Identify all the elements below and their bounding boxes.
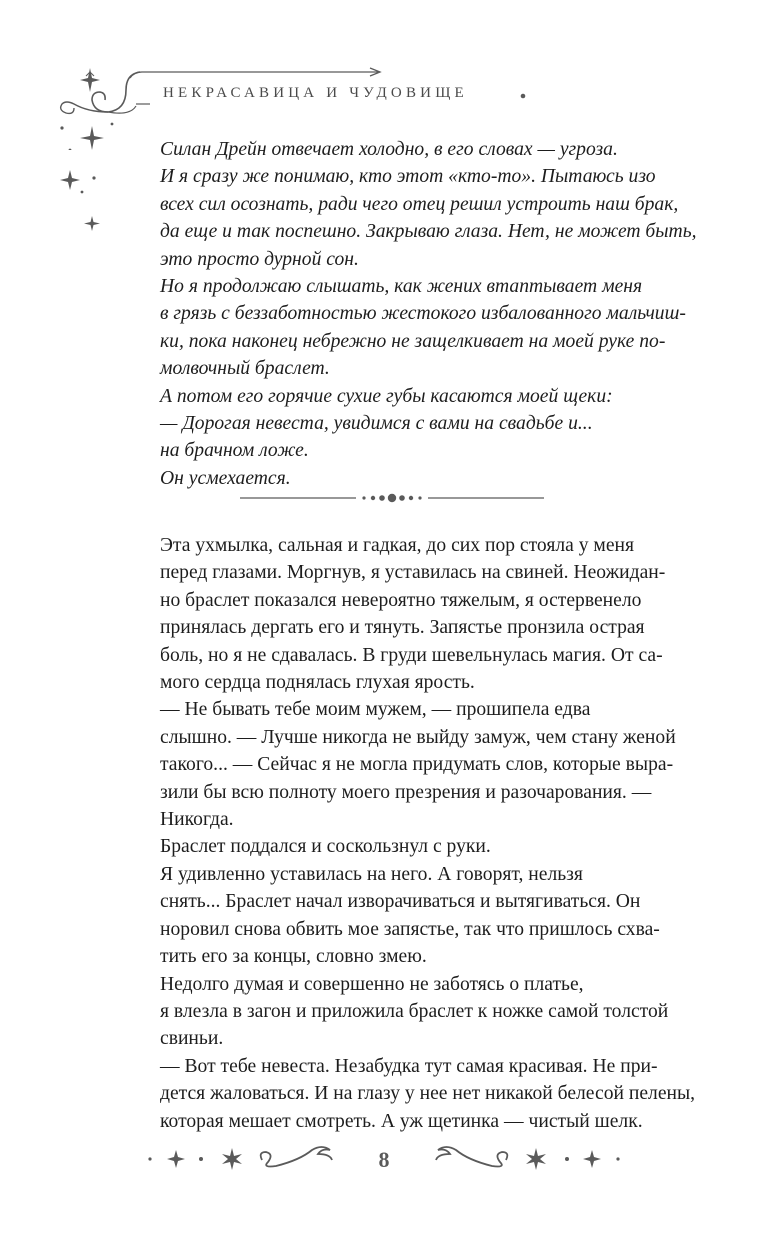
text-line: принялась дергать его и тянуть. Запястье пронзила острая bbox=[160, 617, 645, 639]
italic-line: это просто дурной сон. bbox=[160, 248, 359, 270]
italic-line: на брачном ложе. bbox=[160, 440, 309, 462]
italic-line: И я сразу же понимаю, кто этот «кто-то». Пытаюсь изо bbox=[160, 166, 656, 188]
italic-line: А потом его горячие сухие губы касаются моей щеки: bbox=[160, 385, 613, 407]
page-header bbox=[0, 0, 768, 150]
italic-line: в грязь с беззаботностью жестокого избалованного мальчиш- bbox=[160, 303, 686, 325]
italic-line: да еще и так поспешно. Закрываю глаза. Нет, не может быть, bbox=[160, 221, 697, 243]
text-line: Я удивленно уставилась на него. А говорят, нельзя bbox=[160, 863, 583, 885]
text-line: Эта ухмылка, сальная и гадкая, до сих пор стояла у меня bbox=[160, 535, 635, 556]
italic-passage bbox=[160, 136, 697, 492]
text-line: свиньи. bbox=[160, 1028, 224, 1050]
italic-line: всех сил осознать, ради чего отец решил устроить наш брак, bbox=[160, 193, 679, 215]
text-line: которая мешает смотреть. А уж щетинка — чистый шелк. bbox=[160, 1110, 643, 1132]
text-line: Никогда. bbox=[160, 809, 234, 831]
text-line: слышно. — Лучше никогда не выйду замуж, чем стану женой bbox=[160, 726, 676, 748]
text-line: норовил снова обвить мое запястье, так что пришлось схва- bbox=[160, 918, 660, 940]
text-line: зили бы всю полноту моего презрения и разочарования. — bbox=[160, 781, 652, 803]
italic-line: — Дорогая невеста, увидимся с вами на свадьбе и... bbox=[160, 413, 593, 435]
italic-line: ки, пока наконец небрежно не защелкивает на моей руке по- bbox=[160, 330, 666, 352]
text-line: — Не бывать тебе моим мужем, — прошипела едва bbox=[160, 699, 591, 721]
text-line: такого... — Сейчас я не могла придумать слов, которые выра- bbox=[160, 754, 674, 776]
running-title: НЕКРАСАВИЦА И ЧУДОВИЩЕ bbox=[163, 85, 468, 101]
text-line: Недолго думая и совершенно не заботясь о платье, bbox=[160, 973, 584, 995]
section-divider-icon bbox=[240, 488, 544, 508]
text-line: мого сердца поднялась глухая ярость. bbox=[160, 672, 475, 694]
italic-line: Он усмехается. bbox=[160, 467, 291, 489]
italic-line: Силан Дрейн отвечает холодно, в его словах — угроза. bbox=[160, 139, 618, 160]
italic-line: молвочный браслет. bbox=[160, 358, 330, 380]
text-line: дется жаловаться. И на глазу у нее нет никакой белесой пелены, bbox=[160, 1083, 696, 1105]
text-line: снять... Браслет начал изворачиваться и вытягиваться. Он bbox=[160, 891, 641, 913]
text-line: перед глазами. Моргнув, я уставилась на свиней. Неожидан- bbox=[160, 562, 666, 584]
text-line: боль, но я не сдавалась. В груди шевельнулась магия. От са- bbox=[160, 644, 663, 666]
text-line: Браслет поддался и соскользнул с руки. bbox=[160, 836, 491, 858]
text-line: тить его за концы, словно змею. bbox=[160, 946, 427, 968]
page-number: 8 bbox=[378, 1147, 390, 1172]
margin-stars-icon bbox=[0, 150, 140, 390]
text-line: я влезла в загон и приложила браслет к ножке самой толстой bbox=[160, 1000, 669, 1022]
text-line: — Вот тебе невеста. Незабудка тут самая красивая. Не при- bbox=[160, 1055, 658, 1077]
header-flourish-icon bbox=[0, 0, 768, 150]
main-passage bbox=[160, 532, 696, 1135]
italic-line: Но я продолжаю слышать, как жених втаптывает меня bbox=[160, 276, 643, 298]
text-line: но браслет показался невероятно тяжелым, я остервенело bbox=[160, 589, 642, 611]
